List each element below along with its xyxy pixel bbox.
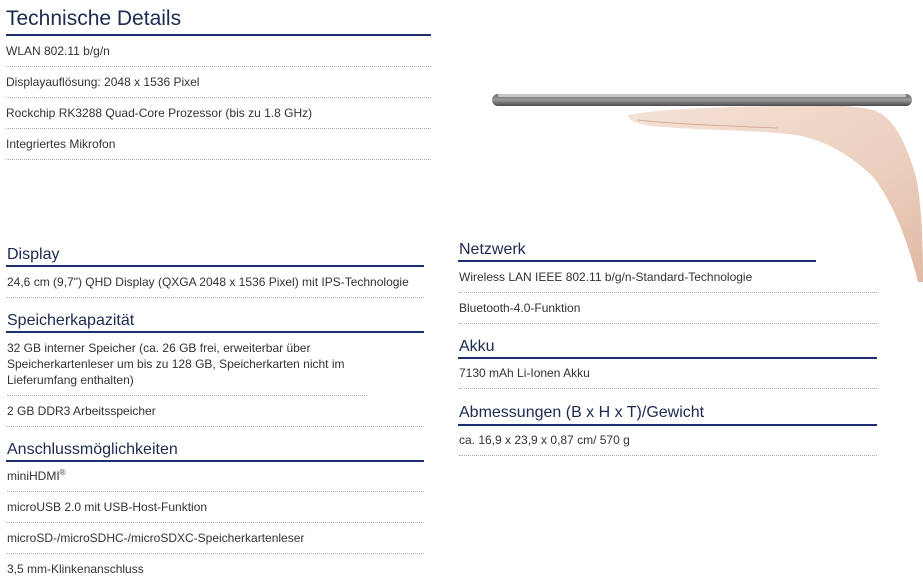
tablet-on-hand-icon <box>488 82 923 282</box>
section-title-netzwerk: Netzwerk <box>459 241 526 258</box>
list-item-label: miniHDMI <box>7 469 60 483</box>
list-item: Bluetooth-4.0-Funktion <box>459 293 877 324</box>
section-title-speicher: Speicherkapazität <box>7 312 135 329</box>
list-item <box>7 461 424 492</box>
list-item: 24,6 cm (9,7") QHD Display (QXGA 2048 x 1536 Pixel) mit IPS-Technologie <box>7 267 424 298</box>
registered-mark: ® <box>59 468 66 477</box>
netzwerk-list <box>459 262 877 324</box>
section-title-display: Display <box>7 246 60 263</box>
abmessungen-list <box>459 425 877 456</box>
list-item: 2 GB DDR3 Arbeitsspeicher <box>7 396 424 427</box>
tech-details-list <box>6 36 431 160</box>
akku-list <box>459 358 877 389</box>
speicher-list <box>7 333 424 427</box>
list-item: Rockchip RK3288 Quad-Core Prozessor (bis zu 1.8 GHz) <box>6 98 431 129</box>
list-item: 3,5 mm-Klinkenanschluss <box>7 562 144 576</box>
section-title-akku: Akku <box>459 338 495 355</box>
section-title-abmessungen: Abmessungen (B x H x T)/Gewicht <box>459 404 705 421</box>
anschluss-list <box>7 461 424 584</box>
list-item: Displayauflösung: 2048 x 1536 Pixel <box>6 67 431 98</box>
list-item: microUSB 2.0 mit USB-Host-Funktion <box>7 492 424 523</box>
list-item: Integriertes Mikrofon <box>6 129 431 160</box>
product-image <box>488 82 923 282</box>
list-item: microSD-/microSDHC-/microSDXC-Speicherkartenleser <box>7 523 424 554</box>
section-title-anschluss: Anschlussmöglichkeiten <box>7 441 178 458</box>
list-item: Wireless LAN IEEE 802.11 b/g/n-Standard-Technologie <box>459 262 877 293</box>
list-item: 32 GB interner Speicher (ca. 26 GB frei, erweiterbar über Speicherkartenleser um bis zu 128 GB, Speicherkarten nicht im Lieferumfang enthalten) <box>7 333 367 396</box>
list-item: WLAN 802.11 b/g/n <box>6 36 431 67</box>
list-item: ca. 16,9 x 23,9 x 0,87 cm/ 570 g <box>459 425 877 456</box>
page-title: Technische Details <box>6 7 182 30</box>
list-item: 7130 mAh Li-Ionen Akku <box>459 358 877 389</box>
display-list <box>7 267 424 298</box>
